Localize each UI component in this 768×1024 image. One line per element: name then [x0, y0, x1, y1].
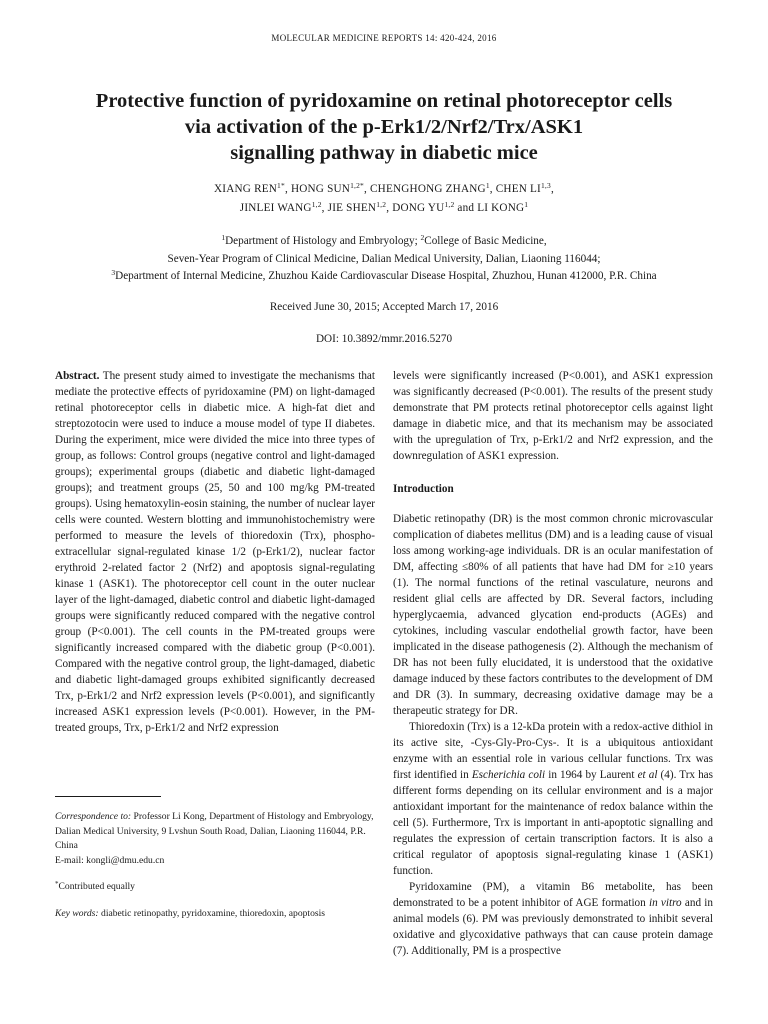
footnote-divider [55, 796, 161, 797]
affiliation-line: $^1$Department of Histology and Embryology; $^2$College of Basic Medicine, [221, 233, 547, 247]
author: JINLEI WANG$^{1,2}$, [239, 200, 328, 214]
abstract-text: The present study aimed to investigate the mechanisms that mediate the protective effects of pyridoxamine (PM) on light-damaged retinal photoreceptor cells in diabetic mice. A high-fat diet and streptozotocin were used to induce a mouse model of type II diabetes. During the experiment, mice were divided the mice into three types of group, as follows: Control groups (negative control and light-damaged groups); experimental groups (diabetic and diabetic light-damaged groups); and treatment groups (25, 50 and 100 mg/kg PM-treated groups). Using hematoxylin-eosin staining, the number of nuclear layer cells were counted. Western blotting and immunohistochemistry were performed to measure the levels of thioredoxin (Trx), phospho-extracellular signal-regulated kinase 1/2 (p-Erk1/2), nuclear factor erythroid 2-related factor 2 (Nrf2) and apoptosis signal-regulating kinase 1 (ASK1). The photoreceptor cell count in the outer nuclear layer of the light-damaged, diabetic control and diabetic light-damaged groups were significantly reduced compared with the negative control group (P<0.001). The cell counts in the PM-treated groups were significantly increased compared with the diabetic group (P<0.001). Compared with the negative control group, the light-damaged, diabetic and diabetic light-damaged groups exhibited significantly decreased Trx, p-Erk1/2 and Nrf2 expression levels (P<0.001), and significantly increased ASK1 expression levels (P<0.001). However, in the PM-treated groups, Trx, p-Erk1/2 and Nrf2 expression [55, 370, 376, 734]
paragraph: Diabetic retinopathy (DR) is the most common chronic microvascular complication of diabetes mellitus (DM) and is a leading cause of visual loss among working-age individuals. DR is an ocular manifestation of DM, affecting ≤80% of all patients that have had DM for ≥10 years (1). The normal functions of the retinal vasculature, neurons and resident glial cells are affected by DR. Several factors, including hyperglycaemia, advanced glycation end-products (AGEs) and cytokines, including vascular endothelial growth factor, have been implicated in the disease pathogenesis (2). Although the mechanism of DR has not been fully elucidated, it is understood that the oxidative damage induced by these factors contributes to the development of DM and DR (3). In summary, decreasing oxidative damage may be a therapeutic strategy for DR. [393, 513, 713, 717]
running-head: MOLECULAR MEDICINE REPORTS 14: 420-424, 2016 [271, 33, 497, 43]
author-list [40, 180, 728, 218]
affiliations [30, 233, 738, 286]
doi: DOI: 10.3892/mmr.2016.5270 [315, 333, 453, 345]
email: E-mail: kongli@dmu.edu.cn [55, 854, 165, 866]
paragraph: Pyridoxamine (PM), a vitamin B6 metabolite, has been demonstrated to be a potent inhibitor of AGE formation in vitro and in animal models (6). PM was previously demonstrated to inhibit several oxidative and glycoxidative pathways that can cause protein damage (7). Additionally, PM is a prospective [393, 881, 713, 957]
author: XIANG $REN^{1*}$, [214, 181, 291, 195]
title-line: signalling pathway in diabetic mice [230, 142, 538, 164]
correspondence-note: Correspondence to: Professor Li Kong, Department of Histology and Embryology, Dalian Medical University, 9 Lvshun South Road, Dalian, Liaoning 116044, P.R. China E-mail: kongli@dmu.edu.cn [55, 811, 374, 866]
section-heading: Introduction [393, 483, 454, 495]
keywords: Key words: diabetic retinopathy, pyridoxamine, thioredoxin, apoptosis [55, 908, 326, 919]
author: LI KONG$^1$ [477, 200, 529, 214]
affiliation-line: Seven-Year Program of Clinical Medicine, Dalian Medical University, Dalian, Liaoning 116044; [167, 252, 601, 265]
author: JIE SHEN$^{1,2}$, [327, 200, 393, 214]
title-line: Protective function of pyridoxamine on retinal photoreceptor cells [95, 90, 673, 112]
left-column [55, 368, 375, 736]
abstract [55, 368, 375, 736]
author: CHENGHONG ZHANG$^1$, [370, 181, 496, 195]
author: HONG $SUN^{1,2*}$, [290, 181, 370, 195]
article-title [40, 88, 728, 166]
right-column [393, 368, 713, 959]
title-line: via activation of the p-Erk1/2/Nrf2/Trx/ASK1 [184, 116, 584, 138]
author: DONG YU$^{1,2}$ and [392, 200, 478, 214]
received-dates: Received June 30, 2015; Accepted March 17, 2016 [269, 301, 499, 313]
abstract-continued: levels were significantly increased (P<0.001), and ASK1 expression was significantly decreased (P<0.001). The results of the present study demonstrate that PM protects retinal photoreceptor cells against light damage in diabetic mice, and that its mechanism may be associated with the upregulation of Trx, p-Erk1/2 and Nrf2 expression, and the downregulation of ASK1 expression. [393, 370, 713, 462]
paragraph: Thioredoxin (Trx) is a 12-kDa protein with a redox-active dithiol in its active site, -Cys-Gly-Pro-Cys-. It is a ubiquitous antioxidant enzyme with an essential role in various cellular functions. Trx was first identified in Escherichia coli in 1964 by Laurent et al (4). Trx has different forms depending on its cellular environment and is a major antioxidant important for the maintenance of redox balance within the cell (5). Furthermore, Trx is important in anti-apoptotic signalling and regulates the expression of certain transcription factors. It is also a critical regulator of apoptosis signal-regulating kinase 1 (ASK1) function. [393, 721, 713, 877]
affiliation-line: $^3$Department of Internal Medicine, Zhuzhou Kaide Cardiovascular Disease Hospital, Zhuzhou, Hunan 412000, P.R. China [111, 268, 657, 282]
abstract-label: Abstract. [55, 370, 100, 382]
author: CHEN LI$^{1,3}$, [495, 181, 554, 195]
contribution-note: *Contributed equally [55, 880, 135, 892]
